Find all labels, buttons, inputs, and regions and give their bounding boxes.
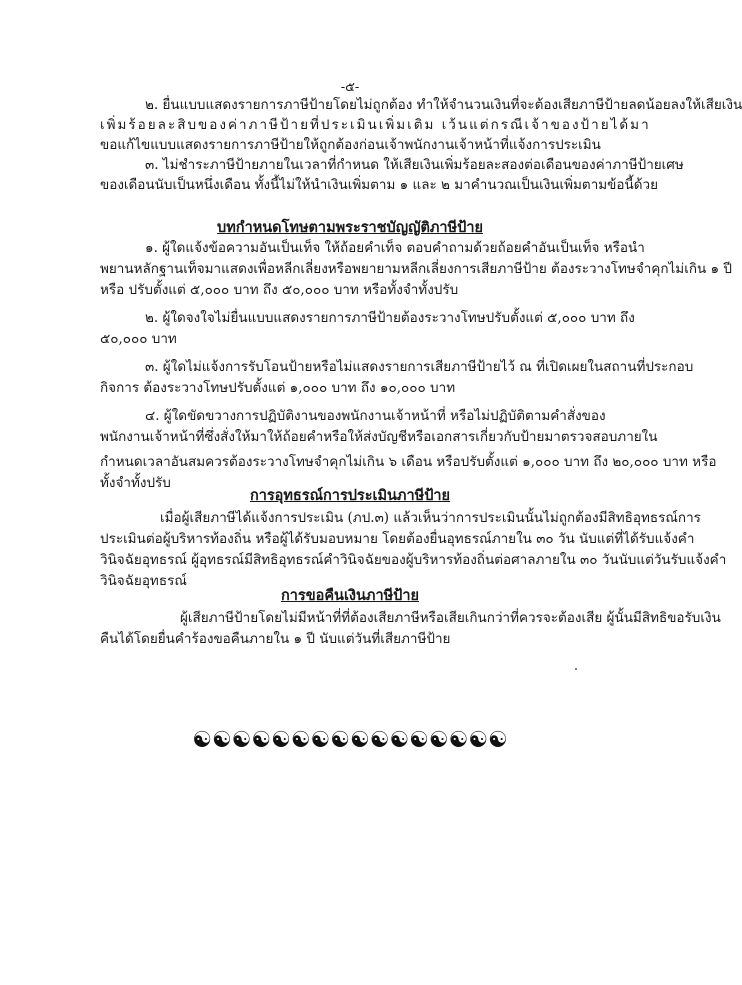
appeal-line-4: วินิจฉัยอุทธรณ์ (100, 573, 187, 589)
penalty-4-line-2: พนักงานเจ้าหน้าที่ซึ่งสั่งให้มาให้ถ้อยคำหรือให้ส่งบัญชีหรือเอกสารเกี่ยวกับป้ายมาตรวจสอบภายใน (100, 429, 658, 445)
penalty-2-line-1: ๒. ผู้ใดจงใจไม่ยื่นแบบแสดงรายการภาษีป้ายต้องระวางโทษปรับตั้งแต่ ๕,๐๐๐ บาท ถึง (145, 310, 635, 326)
penalty-1-line-3: หรือ ปรับตั้งแต่ ๕,๐๐๐ บาท ถึง ๕๐,๐๐๐ บาท หรือทั้งจำทั้งปรับ (100, 282, 459, 298)
clause-2-line-1: ๒. ยื่นแบบแสดงรายการภาษีป้ายโดยไม่ถูกต้อง ทำให้จำนวนเงินที่จะต้องเสียภาษีป้ายลดน้อยลงให้เสียเงิน (145, 97, 742, 113)
clause-3-line-1: ๓. ไม่ชำระภาษีป้ายภายในเวลาที่กำหนด ให้เสียเงินเพิ่มร้อยละสองต่อเดือนของค่าภาษีป้ายเศษ (145, 157, 684, 173)
refund-line-1: ผู้เสียภาษีป้ายโดยไม่มีหน้าที่ที่ต้องเสียภาษีหรือเสียเกินกว่าที่ควรจะต้องเสีย ผู้นั้นมีสิทธิขอรับเงิน (180, 610, 721, 626)
appeal-text (100, 508, 727, 592)
clause-2-line-2: เพิ่มร้อยละสิบของค่าภาษีป้ายที่ประเมินเพิ่มเติม เว้นแต่กรณีเจ้าของป้ายได้มา (100, 117, 651, 133)
penalty-3-line-2: กิจการ ต้องระวางโทษปรับตั้งแต่ ๑,๐๐๐ บาท ถึง ๑๐,๐๐๐ บาท (100, 380, 456, 396)
appeal-line-3: วินิจฉัยอุทธรณ์ ผู้อุทธรณ์มีสิทธิอุทธรณ์คำวินิจฉัยของผู้บริหารท้องถิ่นต่อศาลภายใน ๓๐ วันนับแต่วันรับแจ้งคำ (100, 552, 727, 568)
penalty-1-line-1: ๑. ผู้ใดแจ้งข้อความอันเป็นเท็จ ให้ถ้อยคำเท็จ ตอบคำถามด้วยถ้อยคำอันเป็นเท็จ หรือนำ (145, 240, 645, 256)
page-number: -๕- (340, 80, 360, 95)
ornament-divider: ☯☯☯☯☯☯☯☯☯☯☯☯☯☯☯☯ (192, 728, 508, 753)
refund-text (100, 608, 721, 650)
appeal-heading: การอุทธรณ์การประเมินภาษีป้าย (249, 487, 451, 504)
penalty-3-line-1: ๓. ผู้ใดไม่แจ้งการรับโอนป้ายหรือไม่แสดงรายการเสียภาษีป้ายไว้ ณ ที่เปิดเผยในสถานที่ประกอบ (145, 359, 694, 375)
penalty-4-line-1: ๔. ผู้ใดขัดขวางการปฏิบัติงานของพนักงานเจ้าหน้าที่ หรือไม่ปฏิบัติตามคำสั่งของ (145, 408, 606, 424)
clause-3-line-2: ของเดือนนับเป็นหนึ่งเดือน ทั้งนี้ไม่ให้นำเงินเพิ่มตาม ๑ และ ๒ มาคำนวณเป็นเงินเพิ่มตามข้อนี้ด้วย (100, 177, 658, 193)
penalty-2-line-2: ๕๐,๐๐๐ บาท (100, 331, 177, 347)
clause-2-line-3: ขอแก้ไขแบบแสดงรายการภาษีป้ายให้ถูกต้องก่อนเจ้าพนักงานเจ้าหน้าที่แจ้งการประเมิน (100, 137, 601, 153)
penalty-1-line-2: พยานหลักฐานเท็จมาแสดงเพื่อหลีกเลี่ยงหรือพยายามหลีกเลี่ยงการเสียภาษีป้าย ต้องระวางโทษจำคุกไม่เกิน ๑ ปี (100, 261, 732, 277)
refund-heading: การขอคืนเงินภาษีป้าย (281, 587, 419, 604)
penalty-heading: บทกำหนดโทษตามพระราชบัญญัติภาษีป้าย (217, 219, 483, 236)
appeal-line-1: เมื่อผู้เสียภาษีได้แจ้งการประเมิน (ภป.๓) แล้วเห็นว่าการประเมินนั้นไม่ถูกต้องมีสิทธิอุทธรณ์การ (160, 510, 701, 526)
appeal-line-2: ประเมินต่อผู้บริหารท้องถิ่น หรือผู้ได้รับมอบหมาย โดยต้องยื่นอุทธรณ์ภายใน ๓๐ วัน นับแต่ที่ได้รับแจ้งคำ (100, 531, 695, 547)
penalty-clauses (100, 238, 732, 494)
scan-speck (575, 668, 577, 670)
surcharge-clauses (100, 95, 742, 195)
penalty-4-line-4: ทั้งจำทั้งปรับ (100, 475, 171, 491)
penalty-4-line-3: กำหนดเวลาอันสมควรต้องระวางโทษจำคุกไม่เกิน ๖ เดือน หรือปรับตั้งแต่ ๑,๐๐๐ บาท ถึง ๒๐,๐๐๐ บาท หรือ (100, 454, 717, 470)
refund-line-2: คืนได้โดยยื่นคำร้องขอคืนภายใน ๑ ปี นับแต่วันที่เสียภาษีป้าย (100, 631, 451, 647)
